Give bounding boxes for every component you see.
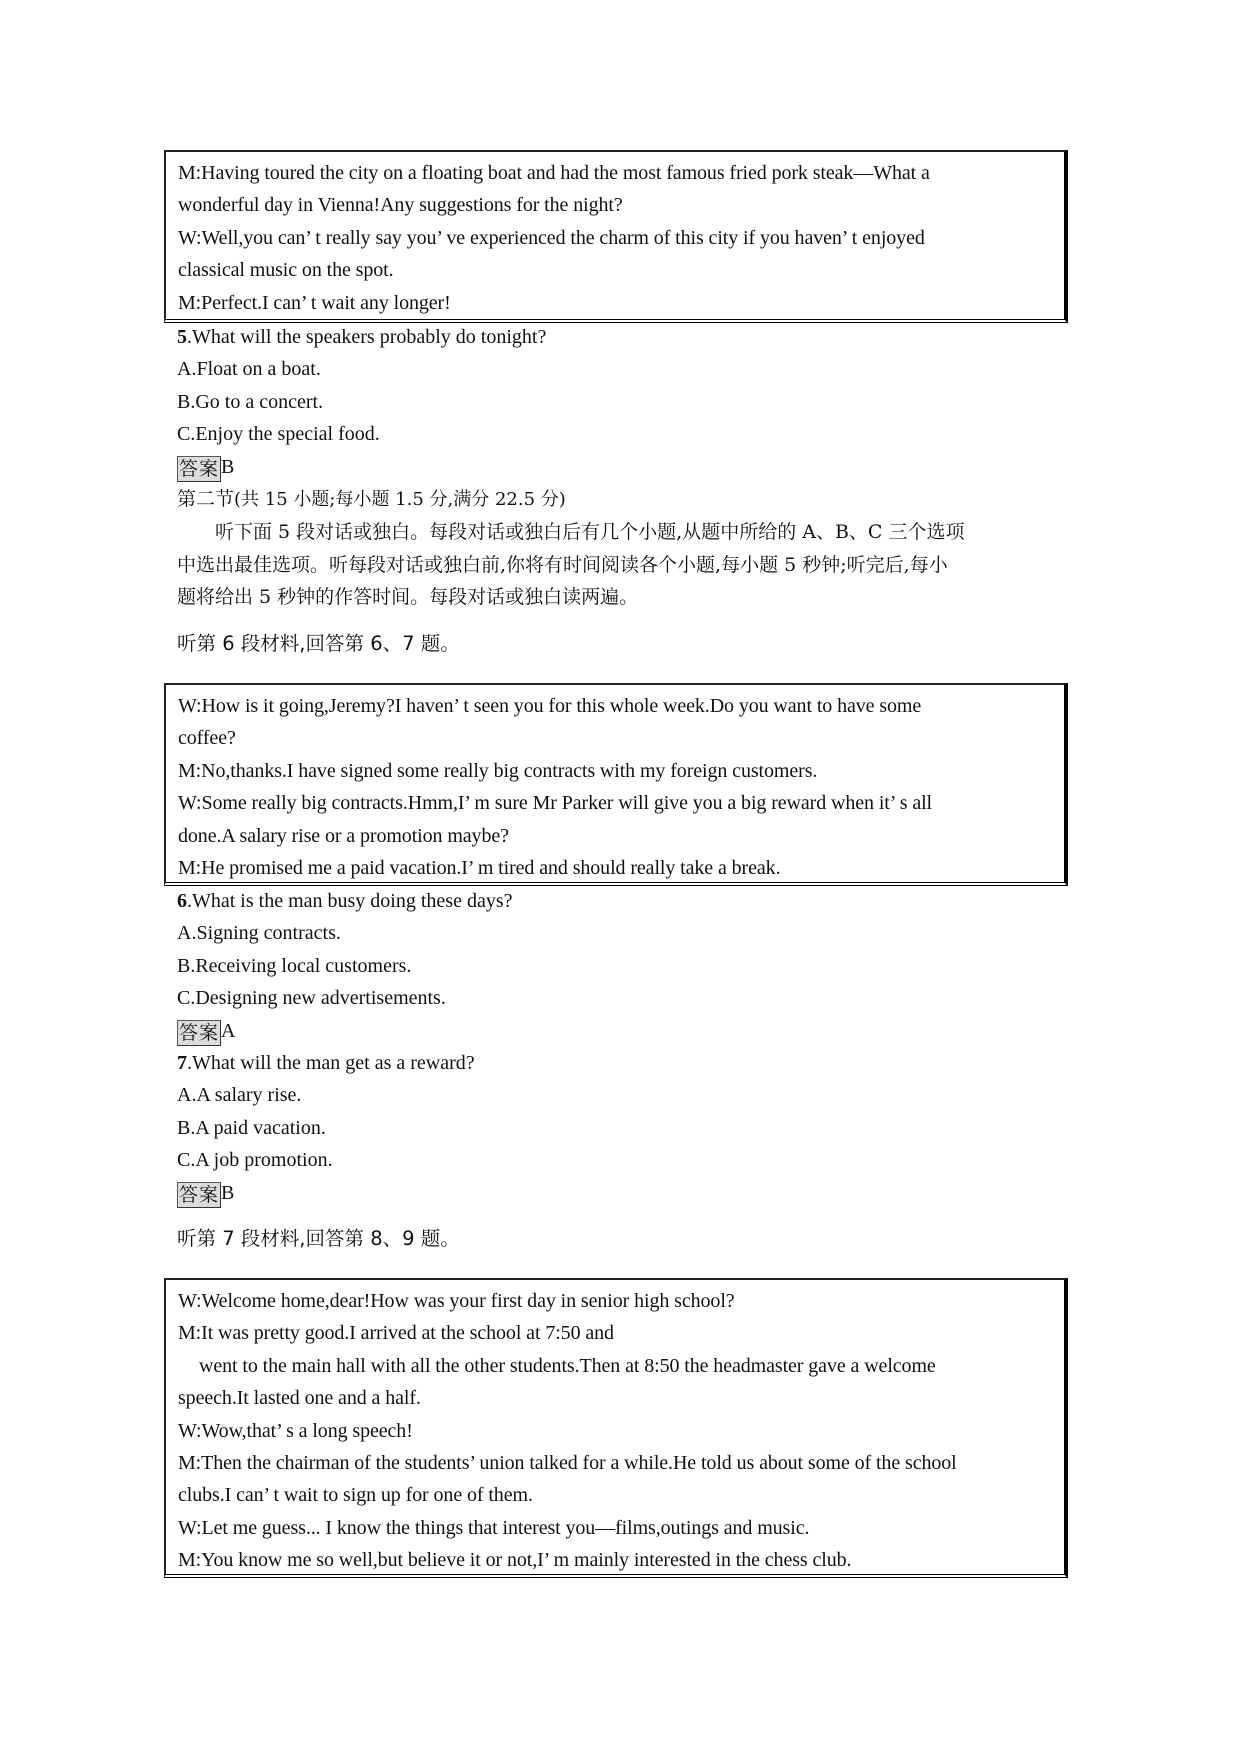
option-a: A.A salary rise.	[177, 1084, 302, 1107]
question-number: 5	[177, 326, 187, 348]
dialogue-line: W:Well,you can’ t really say you’ ve experienced the charm of this city if you haven’ t enjoyed	[178, 226, 925, 249]
dialogue-line: done.A salary rise or a promotion maybe?	[178, 824, 509, 847]
instruction-line: 听下面 5 段对话或独白。每段对话或独白后有几个小题,从题中所给的 A、B、C 三个选项	[177, 521, 965, 544]
dialogue-line: M:Then the chairman of the students’ union talked for a while.He told us about some of the school	[178, 1452, 957, 1475]
instruction-line: 题将给出 5 秒钟的作答时间。每段对话或独白读两遍。	[177, 586, 639, 609]
material-6-heading: 听第 6 段材料,回答第 6、7 题。	[177, 632, 460, 655]
dialogue-box-6	[164, 683, 1068, 886]
dialogue-line: speech.It lasted one and a half.	[178, 1387, 421, 1410]
option-b: B.A paid vacation.	[177, 1116, 326, 1139]
dialogue-line: W:How is it going,Jeremy?I haven’ t seen you for this whole week.Do you want to have some	[178, 695, 922, 717]
dialogue-line: M:He promised me a paid vacation.I’ m tired and should really take a break.	[178, 857, 781, 880]
option-c: C.Enjoy the special food.	[177, 423, 380, 446]
section-title-row	[177, 483, 1067, 516]
answer-row	[177, 1015, 513, 1047]
question-5-stem	[177, 321, 546, 353]
option-a: A.Float on a boat.	[177, 358, 321, 381]
option-b: B.Go to a concert.	[177, 390, 324, 413]
dialogue-line: wonderful day in Vienna!Any suggestions for the night?	[178, 194, 623, 217]
dialogue-line: M:You know me so well,but believe it or not,I’ m mainly interested in the chess club.	[178, 1549, 852, 1572]
dialogue-line: coffee?	[178, 727, 236, 750]
dialogue-line: M:No,thanks.I have signed some really big contracts with my foreign customers.	[178, 759, 818, 782]
dialogue-line: W:Wow,that’ s a long speech!	[178, 1419, 413, 1442]
instruction-line: 中选出最佳选项。听每段对话或独白前,你将有时间阅读各个小题,每小题 5 秒钟;听完后,每小	[177, 553, 948, 576]
option-c: C.A job promotion.	[177, 1149, 333, 1172]
dialogue-line: W:Welcome home,dear!How was your first day in senior high school?	[178, 1290, 735, 1312]
answer-badge: 答案	[179, 1183, 220, 1206]
answer-row	[177, 451, 546, 483]
option-b: B.Receiving local customers.	[177, 954, 412, 977]
answer-badge: 答案	[179, 1021, 220, 1044]
material-7-heading: 听第 7 段材料,回答第 8、9 题。	[177, 1227, 460, 1250]
dialogue-line: M:Perfect.I can’ t wait any longer!	[178, 291, 451, 314]
question-6	[177, 885, 513, 1209]
question-text: .What is the man busy doing these days?	[187, 890, 513, 912]
section-instructions	[177, 516, 1067, 613]
answer-value: B	[221, 455, 235, 478]
dialogue-line: W:Let me guess... I know the things that interest you—films,outings and music.	[178, 1516, 810, 1539]
question-text: .What will the speakers probably do tonight?	[187, 326, 547, 348]
dialogue-line: W:Some really big contracts.Hmm,I’ m sure Mr Parker will give you a big reward when it’ s all	[178, 792, 933, 815]
answer-value: B	[221, 1181, 235, 1204]
dialogue-box-5	[164, 150, 1068, 323]
dialogue-box-7	[164, 1278, 1068, 1578]
dialogue-line: classical music on the spot.	[178, 259, 394, 282]
answer-badge: 答案	[179, 457, 220, 480]
question-5	[177, 321, 546, 483]
option-a: A.Signing contracts.	[177, 922, 341, 945]
question-6-stem	[177, 885, 513, 917]
dialogue-line: M:Having toured the city on a floating boat and had the most famous fried pork steak—What a	[178, 162, 930, 184]
dialogue-line: M:It was pretty good.I arrived at the school at 7:50 and	[178, 1322, 614, 1345]
dialogue-line: clubs.I can’ t wait to sign up for one of them.	[178, 1484, 533, 1507]
question-text: .What will the man get as a reward?	[187, 1052, 475, 1075]
question-7-stem	[177, 1047, 513, 1079]
section-subtitle: (共 15 小题;每小题 1.5 分,满分 22.5 分)	[234, 489, 566, 510]
question-number: 7	[177, 1052, 187, 1075]
option-c: C.Designing new advertisements.	[177, 987, 446, 1010]
dialogue-line: went to the main hall with all the other students.Then at 8:50 the headmaster gave a welcome	[199, 1354, 936, 1377]
answer-value: A	[221, 1019, 236, 1042]
question-number: 6	[177, 890, 187, 912]
section-2	[177, 483, 1067, 614]
section-title: 第二节	[177, 488, 235, 510]
answer-row	[177, 1177, 513, 1209]
